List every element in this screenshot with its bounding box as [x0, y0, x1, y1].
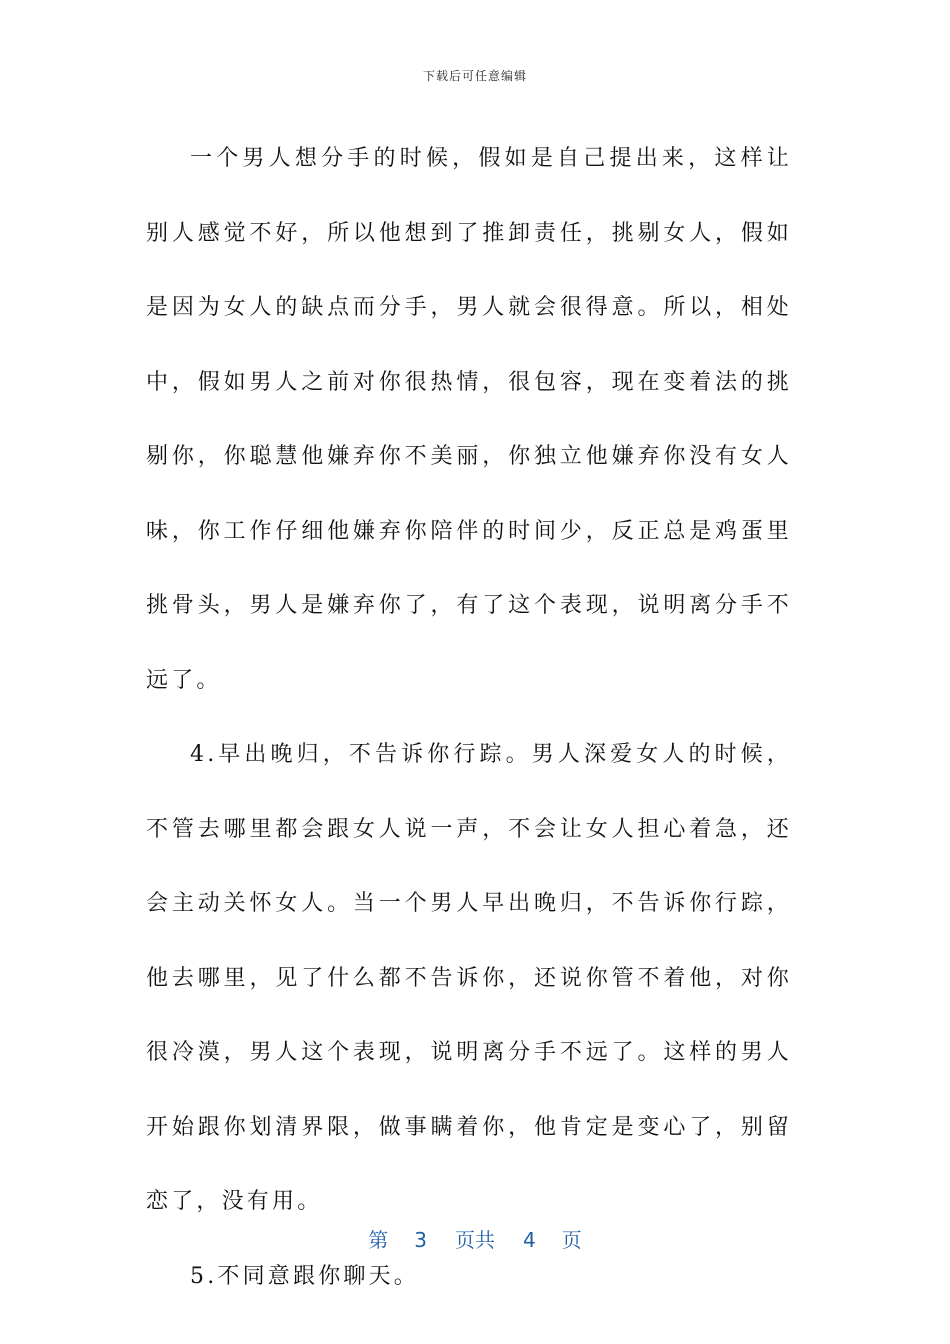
paragraph-1: 一个男人想分手的时候，假如是自己提出来，这样让别人感觉不好，所以他想到了推卸责任，挑剔女人，假如是因为女人的缺点而分手，男人就会很得意。所以，相处中，假如男人之前对你很热情，很包容，现在变着法的挑剔你，你聪慧他嫌弃你不美丽，你独立他嫌弃你没有女人味，你工作仔细他嫌弃你陪伴的时间少，反正总是鸡蛋里挑骨头，男人是嫌弃你了，有了这个表现，说明离分手不远了。: [146, 146, 792, 693]
page-footer: [0, 1224, 950, 1253]
footer-suffix: 页: [561, 1228, 582, 1252]
total-page-number: 4: [523, 1228, 536, 1252]
header-note: 下载后可任意编辑: [422, 69, 527, 83]
paragraph-2: 4.早出晚归，不告诉你行踪。男人深爱女人的时候，不管去哪里都会跟女人说一声，不会让女人担心着急，还会主动关怀女人。当一个男人早出晚归，不告诉你行踪，他去哪里，见了什么都不告诉你，还说你管不着他，对你很冷漠，男人这个表现，说明离分手不远了。这样的男人开始跟你划清界限，做事瞒着你，他肯定是变心了，别留恋了，没有用。: [146, 742, 792, 1214]
footer-prefix: 第: [368, 1228, 389, 1252]
footer-middle: 页共: [455, 1228, 495, 1252]
current-page-number: 3: [414, 1228, 427, 1252]
paragraph-3: 5.不同意跟你聊天。: [190, 1263, 419, 1289]
document-body: [146, 122, 792, 1314]
